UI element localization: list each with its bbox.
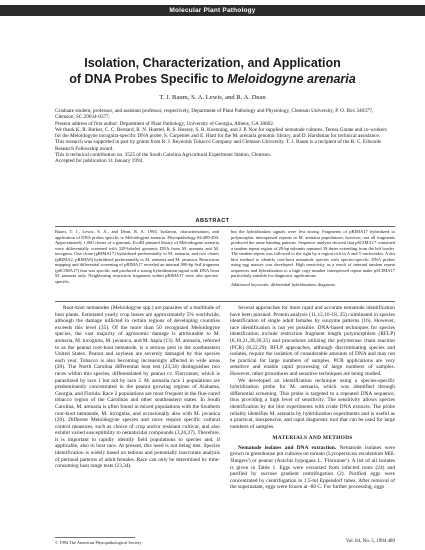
accepted-date: Accepted for publication 31 January 1994. [55, 158, 144, 165]
funding-note: This research was supported in part by grants from R. J. Reynolds Tobacco Company and Clemson University. T. J. Baum is a recipient of the R. C. Edwards Research Fellowship award. [55, 139, 382, 152]
abstract-text-right: but the hybridization signals were less strong. Fragments of pRIMA17 hybridized to polymorphic interspersed repeats in M. arenaria populations; however, not all fragments produced the same banding patterns. Sequence analysis showed that pSCIMA17 contained a tandem repeat region of 28-bp subunits repeated 39 times extending from the left border. The tandem repeat was followed to the right by a region rich in A and T nucleotides. A dot blot method to identify root-knot nematode species with species-specific DNA probes using egg masses was developed. High sensitivity as a result of internal tandem repeat sequences and hybridization to a high copy number interspersed repeat make pSCIMA17 particularly suitable for diagnostic applications. [231, 229, 395, 279]
abstract-bottom-rule [55, 301, 395, 302]
title-line-2-prefix: of DNA Probes Specific to [69, 72, 228, 86]
abstract-right-column [231, 229, 395, 287]
methods-text: Nematode isolates were grown in greenhouse pot cultures on tomato (Lycopersicon esculentum Mill. 'Rutgers') or peanut (Arachis hypogaea L. 'Florunner'). A list of all isolates is given in Table 1. Eggs were extracted from infected roots (24) and purified by sucrose gradient centrifugation (2). Purified eggs were concentrated by centrifugation in 1.5-ml Eppendorf tubes. After removal of the supernatant, eggs were frozen at -80 C. For further processing, eggs [230, 444, 395, 491]
methods-paragraph [230, 445, 395, 491]
copyright-notice: © 1994 The American Phytopathological Society [55, 540, 142, 545]
affiliation-1: Graduate student, professor, and assistant professor, respectively, Department of Plant Pathology and Physiology, Clemson University, P. O. Box 340377, Clemson, SC 29634-0377. [55, 108, 374, 121]
body-left-column [55, 305, 220, 470]
title-species: Meloidogyne arenaria [227, 72, 356, 86]
abstract-text-left: Baum, T. J., Lewis, S. A., and Dean, R. A. 1994. Isolation, characterization, and application of DNA probes specific to Meloidogyne arenaria. Phytopathology 84:489-494. Approximately 1,000 clones of a genomic EcoRI plasmid library of Meloidogyne arenaria were differentially screened with 32P-labeled genomic DNA from M. arenaria and M. incognita. One clone (pRIMA17) hybridized preferentially to M. arenaria, and two clones (pRIMA2, pRIMA9) hybridized preferentially to M. arenaria and M. javanica. Restriction mapping and differential screening of pRIMA17 revealed an internal 900-bp SstI fragment (pSCIMA17) that was specific and produced a strong hybridization signal with DNA from M. arenaria only. Neighboring restriction fragments within pRIMA17 were also species-specific, [55, 229, 219, 284]
contribution-note: This is technical contribution no. 3525 of the South Carolina Agricultural Experiment Station, Clemson. [55, 152, 272, 159]
methods-heading: MATERIALS AND METHODS [272, 435, 353, 442]
methods-subhead: Nematode isolates and DNA extraction. [238, 444, 337, 451]
author-list: T. J. Baum, S. A. Lewis, and R. A. Dean [159, 94, 266, 101]
intro-paragraph-2: Several approaches for more rapid and accurate nematode identification have been pursued. Protein analysis (11,12,16-18, 25) culminated in species identification of single adult females by isozyme patterns (16). However, race identification is not yet possible. DNA-based techniques for species identification include restriction fragment length polymorphism (RFLP) (6,10,21,28,30,35) and procedures utilizing the polymerase chain reaction (PCR) (8,22,29). RFLP approaches, although discriminating species and isolates, require the isolation of considerable amounts of DNA and may not be practical for large numbers of samples. PCR applications are very sensitive and enable rapid processing of large numbers of samples. However, other procedures and sensitive techniques are being studied. [230, 305, 395, 377]
keywords-text: differential hybridization, diagnosis. [270, 281, 336, 287]
footer-rule [55, 537, 135, 538]
volume-page-number: Vol. 84, No. 5, 1994 489 [345, 539, 395, 544]
article-title [40, 55, 385, 87]
abstract-top-rule [55, 226, 395, 227]
keywords-label: Additional keywords: [231, 281, 270, 287]
affiliation-notes [55, 108, 390, 165]
intro-paragraph-3: We developed an identification technique using a species-specific hybridization probe for M. arenaria, which was identified through differential screening. This probe is targeted to a repeated DNA sequence, thus providing a high level of sensitivity. The sensitivity allows species identification by dot blot experiments with crude DNA extracts. The probe reliably identifies M. arenaria by hybridization experiments and is useful as a practical, inexpensive, and rapid diagnostic tool that can be used for large numbers of samples. [230, 377, 395, 430]
body-right-column [230, 305, 395, 491]
acknowledgments: We thank K. R. Barker, C. C. Bernard, R. N. Huettel, R. S. Hussey, S. R. Koenning, and J. P. Noe for supplied nematode cultures, Teresa Garate and co-workers for the Meloidogyne incognita-specific DNA probe, S. Carpenter and E. Hiatt for the M. arenaria genomic library, and D. Harshman for technical assistance. [55, 126, 387, 140]
section-label: Molecular Plant Pathology [169, 7, 256, 14]
section-banner [0, 5, 425, 16]
affiliation-2: Present address of first author: Department of Plant Pathology, University of Georgia, Athens, GA 30602. [55, 120, 275, 127]
title-line-1: Isolation, Characterization, and Application [84, 56, 341, 70]
abstract-left-column [55, 229, 219, 284]
abstract-heading: ABSTRACT [195, 218, 230, 224]
keywords-line [231, 282, 395, 288]
intro-paragraph-1: Root-knot nematodes (Meloidogyne spp.) are parasites of a multitude of host plants. Estimated yearly crop losses are approximately 5% worldwide, although the damage inflicted in certain regions of developing countries exceeds this level (35). Of the more than 50 recognized Meloidogyne species, the vast majority of agronomic damage is attributable to M. arenaria, M. incognita, M. javanica, and M. hapla (13). M. arenaria, referred to as the peanut root-knot nematode, is a serious pest in the southeastern United States. Peanut and soybean are severely damaged by this species each year. Tobacco is also becoming increasingly affected in wide areas (20). The North Carolina differential host test (23,34) distinguishes two races within this species, differentiated by peanut cv. Florrunner, which is parasitized by race 1 but not by race 2. M. arenaria race 1 populations are predominantly concentrated in the peanut growing regions of Alabama, Georgia, and Florida. Race 2 populations are most frequent in the flue-cured tobacco region of the Carolinas and other southeastern states. In South Carolina, M. arenaria is often found in mixed populations with the Southern root-knot nematode, M. incognita, and occasionally also with M. javanica (20). Different Meloidogyne species and races require specific cultural control measures, such as choice of crop and/or resistant cultivar, and also exhibit varied susceptibility to nematicidal compounds (3,26,27). Therefore, it is important to rapidly identify field populations to species and, if applicable, also to host race. At present, this need is not being met. Species identification is widely based on tedious and potentially inaccurate analysis of perineal patterns of adult females. Race can only be determined by time-consuming host range tests (23,34). [55, 305, 220, 470]
